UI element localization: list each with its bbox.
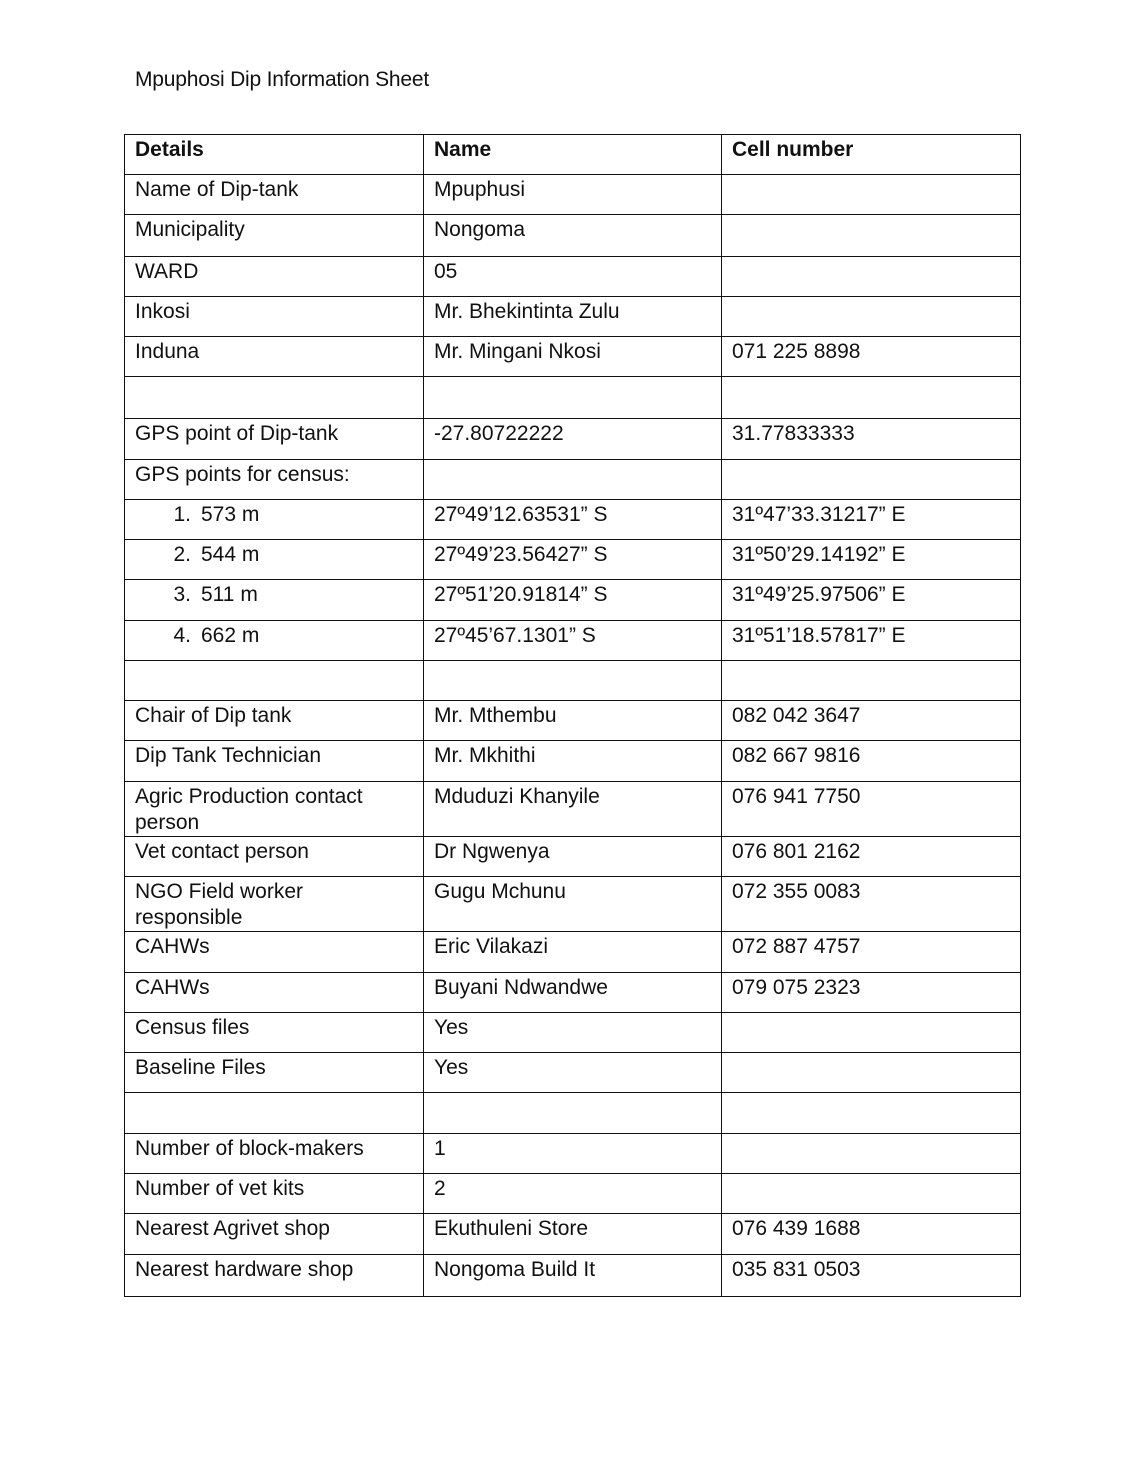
cell-number-cell: 082 667 9816 bbox=[722, 741, 1021, 782]
header-details: Details bbox=[125, 135, 424, 175]
table-row bbox=[125, 741, 1021, 782]
cell-number-cell: 072 887 4757 bbox=[722, 932, 1021, 973]
name-cell: 27º51’20.91814” S bbox=[424, 580, 722, 621]
name-cell: Mr. Mingani Nkosi bbox=[424, 337, 722, 377]
details-cell bbox=[125, 1093, 424, 1134]
name-cell: Mr. Mkhithi bbox=[424, 741, 722, 782]
name-cell: -27.80722222 bbox=[424, 419, 722, 460]
name-cell: Dr Ngwenya bbox=[424, 837, 722, 877]
details-cell bbox=[125, 540, 424, 580]
cell-number-cell: 076 801 2162 bbox=[722, 837, 1021, 877]
name-cell bbox=[424, 661, 722, 701]
details-cell: Municipality bbox=[125, 215, 424, 257]
details-cell bbox=[125, 500, 424, 540]
table-row bbox=[125, 540, 1021, 580]
table-row bbox=[125, 932, 1021, 973]
name-cell: 05 bbox=[424, 257, 722, 297]
details-cell: Census files bbox=[125, 1013, 424, 1053]
table-row bbox=[125, 1013, 1021, 1053]
details-cell: Agric Production contact person bbox=[125, 782, 424, 837]
name-cell: Nongoma Build It bbox=[424, 1255, 722, 1297]
cell-number-cell bbox=[722, 1093, 1021, 1134]
table-row bbox=[125, 175, 1021, 215]
list-item-text: 544 m bbox=[201, 543, 260, 566]
cell-number-cell bbox=[722, 257, 1021, 297]
cell-number-cell bbox=[722, 460, 1021, 500]
table-row bbox=[125, 1174, 1021, 1214]
name-cell: Eric Vilakazi bbox=[424, 932, 722, 973]
name-cell: 1 bbox=[424, 1134, 722, 1174]
table-row bbox=[125, 701, 1021, 741]
name-cell bbox=[424, 460, 722, 500]
table-row-empty bbox=[125, 661, 1021, 701]
cell-number-cell bbox=[722, 1013, 1021, 1053]
name-cell: 27º49’23.56427” S bbox=[424, 540, 722, 580]
name-cell bbox=[424, 377, 722, 419]
cell-number-cell: 076 941 7750 bbox=[722, 782, 1021, 837]
name-cell: 27º45’67.1301” S bbox=[424, 621, 722, 661]
details-cell: CAHWs bbox=[125, 932, 424, 973]
details-cell: NGO Field worker responsible bbox=[125, 877, 424, 932]
info-table bbox=[124, 134, 1021, 1297]
table-row bbox=[125, 460, 1021, 500]
page-title: Mpuphosi Dip Information Sheet bbox=[135, 68, 429, 91]
table-row bbox=[125, 837, 1021, 877]
name-cell: Mpuphusi bbox=[424, 175, 722, 215]
table-row bbox=[125, 621, 1021, 661]
name-cell: Ekuthuleni Store bbox=[424, 1214, 722, 1255]
cell-number-cell bbox=[722, 175, 1021, 215]
cell-number-cell bbox=[722, 297, 1021, 337]
table-row bbox=[125, 215, 1021, 257]
header-name: Name bbox=[424, 135, 722, 175]
name-cell: Mr. Bhekintinta Zulu bbox=[424, 297, 722, 337]
details-cell: Number of block-makers bbox=[125, 1134, 424, 1174]
details-cell: Name of Dip-tank bbox=[125, 175, 424, 215]
cell-number-cell bbox=[722, 1134, 1021, 1174]
details-cell: Vet contact person bbox=[125, 837, 424, 877]
details-cell: Number of vet kits bbox=[125, 1174, 424, 1214]
details-cell: Baseline Files bbox=[125, 1053, 424, 1093]
list-number: 1. bbox=[173, 503, 191, 526]
name-cell: 2 bbox=[424, 1174, 722, 1214]
header-row bbox=[125, 135, 1021, 175]
name-cell bbox=[424, 1093, 722, 1134]
cell-number-cell: 31º50’29.14192” E bbox=[722, 540, 1021, 580]
cell-number-cell: 035 831 0503 bbox=[722, 1255, 1021, 1297]
cell-number-cell bbox=[722, 215, 1021, 257]
details-cell: Chair of Dip tank bbox=[125, 701, 424, 741]
cell-number-cell: 079 075 2323 bbox=[722, 973, 1021, 1013]
name-cell: Buyani Ndwandwe bbox=[424, 973, 722, 1013]
list-item-text: 573 m bbox=[201, 503, 260, 526]
table-row-empty bbox=[125, 1093, 1021, 1134]
header-cell-number: Cell number bbox=[722, 135, 1021, 175]
cell-number-cell: 072 355 0083 bbox=[722, 877, 1021, 932]
cell-number-cell: 082 042 3647 bbox=[722, 701, 1021, 741]
list-item-text: 511 m bbox=[201, 583, 258, 606]
details-cell: GPS point of Dip-tank bbox=[125, 419, 424, 460]
cell-number-cell bbox=[722, 377, 1021, 419]
table-row bbox=[125, 419, 1021, 460]
table-row bbox=[125, 1255, 1021, 1297]
details-cell: Induna bbox=[125, 337, 424, 377]
details-cell: WARD bbox=[125, 257, 424, 297]
list-number: 2. bbox=[173, 543, 191, 566]
table-row bbox=[125, 1053, 1021, 1093]
name-cell: Gugu Mchunu bbox=[424, 877, 722, 932]
cell-number-cell bbox=[722, 1174, 1021, 1214]
table-row bbox=[125, 337, 1021, 377]
cell-number-cell: 076 439 1688 bbox=[722, 1214, 1021, 1255]
details-cell: CAHWs bbox=[125, 973, 424, 1013]
cell-number-cell: 31º51’18.57817” E bbox=[722, 621, 1021, 661]
name-cell: Yes bbox=[424, 1013, 722, 1053]
table-row bbox=[125, 1134, 1021, 1174]
details-cell: GPS points for census: bbox=[125, 460, 424, 500]
details-cell bbox=[125, 377, 424, 419]
details-cell: Nearest hardware shop bbox=[125, 1255, 424, 1297]
cell-number-cell: 071 225 8898 bbox=[722, 337, 1021, 377]
name-cell: Nongoma bbox=[424, 215, 722, 257]
table-row bbox=[125, 1214, 1021, 1255]
cell-number-cell: 31º49’25.97506” E bbox=[722, 580, 1021, 621]
cell-number-cell: 31.77833333 bbox=[722, 419, 1021, 460]
table-row bbox=[125, 782, 1021, 837]
name-cell: 27º49’12.63531” S bbox=[424, 500, 722, 540]
list-number: 3. bbox=[173, 583, 191, 606]
table-row bbox=[125, 580, 1021, 621]
details-cell bbox=[125, 580, 424, 621]
cell-number-cell: 31º47’33.31217” E bbox=[722, 500, 1021, 540]
table-row bbox=[125, 500, 1021, 540]
table-row bbox=[125, 257, 1021, 297]
cell-number-cell bbox=[722, 1053, 1021, 1093]
details-cell: Dip Tank Technician bbox=[125, 741, 424, 782]
table-row-empty bbox=[125, 377, 1021, 419]
table-row bbox=[125, 877, 1021, 932]
table-row bbox=[125, 297, 1021, 337]
name-cell: Yes bbox=[424, 1053, 722, 1093]
cell-number-cell bbox=[722, 661, 1021, 701]
details-cell bbox=[125, 661, 424, 701]
details-cell: Nearest Agrivet shop bbox=[125, 1214, 424, 1255]
table-row bbox=[125, 973, 1021, 1013]
list-item-text: 662 m bbox=[201, 624, 260, 647]
details-cell bbox=[125, 621, 424, 661]
name-cell: Mduduzi Khanyile bbox=[424, 782, 722, 837]
details-cell: Inkosi bbox=[125, 297, 424, 337]
name-cell: Mr. Mthembu bbox=[424, 701, 722, 741]
list-number: 4. bbox=[173, 624, 191, 647]
